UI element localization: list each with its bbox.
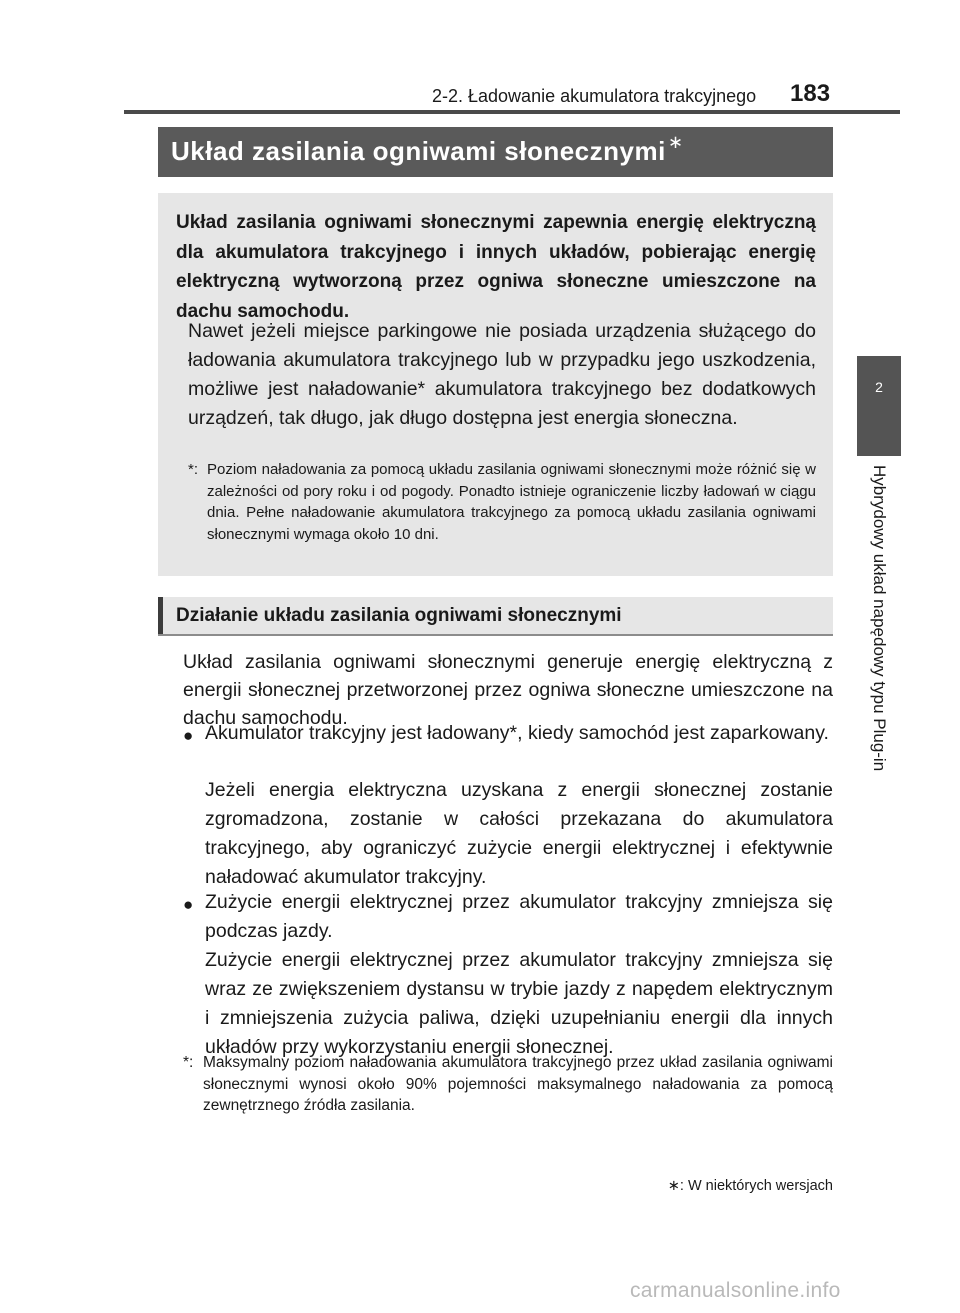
chapter-number: 2	[875, 379, 883, 395]
header-section-title: 2-2. Ładowanie akumulatora trakcyjnego	[432, 86, 757, 106]
bullet-dot-icon: ●	[183, 726, 194, 745]
watermark-text: carmanualsonline.info	[630, 1279, 841, 1302]
chapter-tab	[857, 356, 901, 456]
bullet-2-text: Zużycie energii elektrycznej przez akumulator trakcyjny zmniejsza się podczas jazdy.	[205, 891, 833, 942]
section-heading: Działanie układu zasilania ogniwami słonecznymi	[176, 605, 622, 626]
section-note-mark: *:	[183, 1054, 194, 1071]
intro-box	[158, 193, 833, 576]
bullet-dot-icon: ●	[183, 895, 194, 914]
intro-note-mark: *:	[188, 461, 199, 478]
chapter-title: Hybrydowy układ napędowy typu Plug-in	[870, 465, 889, 772]
page-number: 183	[790, 80, 831, 107]
bullet-1-detail: Jeżeli energia elektryczna uzyskana z energii słonecznej zostanie zgromadzona, zostanie w całości przekazana do akumulatora trakcyjnego, aby ograniczyć zużycie energii elektrycznej i efektywnie naładować akumulator trakcyjny.	[205, 779, 833, 888]
intro-normal-text: Nawet jeżeli miejsce parkingowe nie posiada urządzenia służącego do ładowania akumulatora trakcyjnego lub w przypadku jego uszkodzenia, możliwe jest naładowanie* akumulatora trakcyjnego bez dodatkowych urządzeń, tak długo, jak długo dostępna jest energia słoneczna.	[188, 320, 816, 429]
intro-bold-text: Układ zasilania ogniwami słonecznymi zapewnia energię elektryczną dla akumulatora trakcyjnego i innych układów, pobierając energię elektryczną wytworzoną przez ogniwa słoneczne umieszczone na dachu samochodu.	[176, 212, 816, 322]
bullet-1-text: Akumulator trakcyjny jest ładowany*, kiedy samochód jest zaparkowany.	[205, 722, 829, 744]
section-heading-accent	[158, 597, 163, 634]
section-intro: Układ zasilania ogniwami słonecznymi generuje energię elektryczną z energii słonecznej przetworzonej przez ogniwa słoneczne umieszczone na dachu samochodu.	[183, 651, 833, 729]
bullet-2-detail: Zużycie energii elektrycznej przez akumulator trakcyjny zmniejsza się wraz ze zwiększeniem dystansu w trybie jazdy z napędem elektrycznym i zmniejszenia zużycia paliwa, dzięki uzupełnianiu energii dla innych układów przy wykorzystaniu energii słonecznej.	[205, 949, 833, 1058]
section-note-text: Maksymalny poziom naładowania akumulatora trakcyjnego przez układ zasilania ogniwami słonecznymi wynosi około 90% pojemności maksymalnego naładowania za pomocą zewnętrznego źródła zasilania.	[203, 1054, 833, 1114]
page-title	[171, 132, 684, 167]
header-rule	[124, 110, 900, 114]
variant-footnote: ∗: W niektórych wersjach	[667, 1178, 833, 1194]
page-title-bar	[158, 127, 833, 177]
section-heading-bar	[158, 597, 833, 634]
intro-note-text: Poziom naładowania za pomocą układu zasilania ogniwami słonecznymi może różnić się w zależności od pory roku i od pogody. Ponadto istnieje ograniczenie liczby ładowań w ciągu dnia. Pełne naładowanie akumulatora trakcyjnego za pomocą układu zasilania ogniwami słonecznymi wymaga około 10 dni.	[207, 461, 816, 543]
section-heading-underline	[158, 634, 833, 636]
page-title-text: Układ zasilania ogniwami słonecznymi	[171, 136, 666, 166]
title-asterisk: ∗	[667, 132, 684, 152]
